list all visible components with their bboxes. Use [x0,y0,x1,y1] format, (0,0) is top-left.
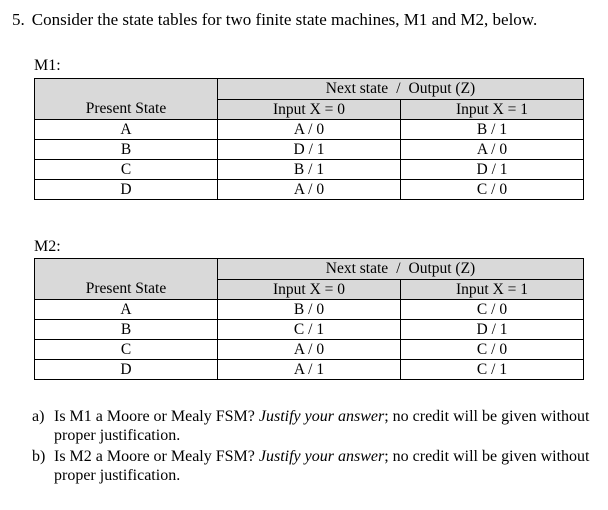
state-cell: D [35,360,218,380]
state-cell: A [35,120,218,140]
present-state-header: Present State [35,79,218,120]
x0-cell: A / 0 [218,120,401,140]
part-marker: a) [32,408,45,425]
x0-cell: B / 1 [218,160,401,180]
part-text: ; no credit will be given without proper justification. [54,448,590,484]
table-row [35,140,584,160]
x1-cell: D / 1 [401,320,584,340]
next-state-output-header [218,79,584,100]
part-emphasis: Justify your answer [258,408,385,425]
state-cell: C [35,160,218,180]
x1-cell: C / 1 [401,360,584,380]
next-state-label: Next state [325,260,389,277]
x1-cell: C / 0 [401,340,584,360]
question-heading [12,10,537,30]
output-label: Output (Z) [408,80,476,97]
x0-cell: C / 1 [218,320,401,340]
next-state-label: Next state [325,80,389,97]
input-x0-header: Input X = 0 [218,280,401,300]
part-emphasis: Justify your answer [258,448,385,465]
table-row [35,180,584,200]
question-text: Consider the state tables for two finite state machines, M1 and M2, below. [31,10,538,29]
table-row [35,320,584,340]
part-marker: b) [32,448,46,465]
m1-state-table [34,78,584,200]
input-x1-header: Input X = 1 [401,100,584,120]
m2-label: M2: [34,238,61,255]
x1-cell: B / 1 [401,120,584,140]
table-row [35,300,584,320]
question-parts [32,407,592,487]
x0-cell: A / 0 [218,340,401,360]
x1-cell: A / 0 [401,140,584,160]
part-text: Is M2 a Moore or Mealy FSM? [54,448,259,465]
table-row [35,340,584,360]
slash-separator: / [396,80,401,97]
state-cell: D [35,180,218,200]
part-text: Is M1 a Moore or Mealy FSM? [54,408,259,425]
x1-cell: D / 1 [401,160,584,180]
next-state-output-header [218,259,584,280]
table-row [35,160,584,180]
input-x0-header: Input X = 0 [218,100,401,120]
m2-state-table [34,258,584,380]
m1-label: M1: [34,57,61,74]
state-cell: A [35,300,218,320]
x0-cell: B / 0 [218,300,401,320]
x1-cell: C / 0 [401,180,584,200]
x0-cell: A / 1 [218,360,401,380]
x0-cell: D / 1 [218,140,401,160]
x1-cell: C / 0 [401,300,584,320]
state-cell: B [35,140,218,160]
table-row [35,360,584,380]
part-b [32,447,592,485]
x0-cell: A / 0 [218,180,401,200]
input-x1-header: Input X = 1 [401,280,584,300]
part-text: ; no credit will be given without proper justification. [54,408,590,444]
state-cell: C [35,340,218,360]
slash-separator: / [396,260,401,277]
part-a [32,407,592,445]
output-label: Output (Z) [408,260,476,277]
state-cell: B [35,320,218,340]
table-row [35,120,584,140]
question-number: 5. [12,10,25,29]
present-state-header: Present State [35,259,218,300]
